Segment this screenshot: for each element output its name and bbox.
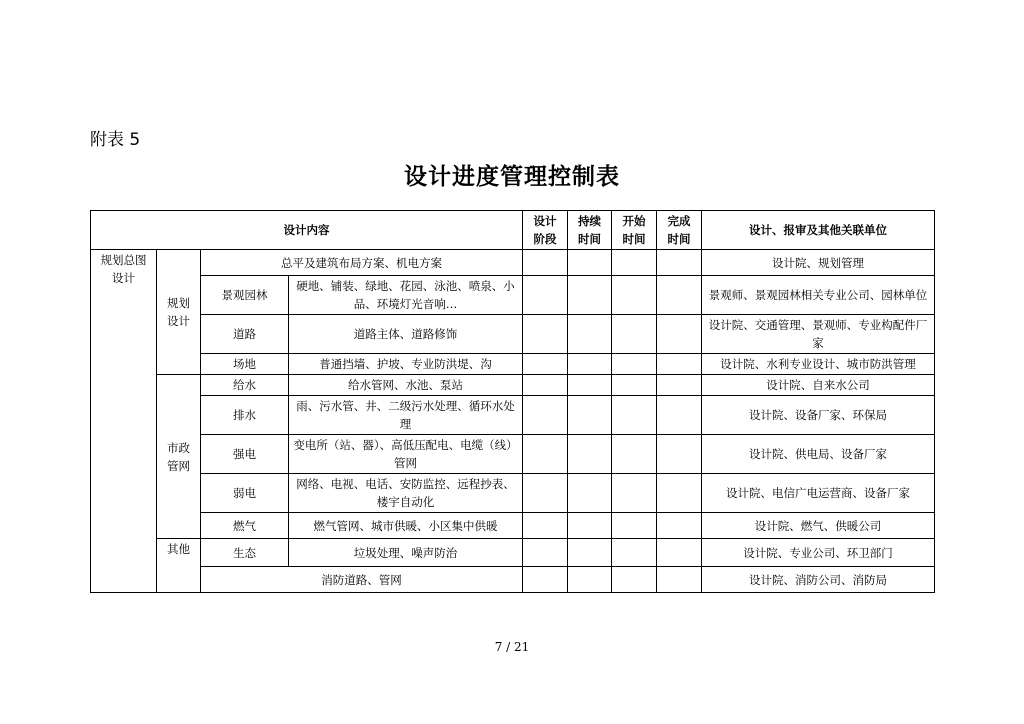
duration-cell [568, 276, 612, 315]
row-units: 景观师、景观园林相关专业公司、园林单位 [702, 276, 935, 315]
table-row [91, 315, 935, 354]
row-units: 设计院、设备厂家、环保局 [702, 396, 935, 435]
row-units: 设计院、燃气、供暖公司 [702, 513, 935, 539]
row-content: 总平及建筑布局方案、机电方案 [201, 250, 523, 276]
duration-cell [568, 396, 612, 435]
row-units: 设计院、规划管理 [702, 250, 935, 276]
duration-cell [568, 567, 612, 593]
appendix-label: 附表 5 [90, 130, 141, 150]
start-cell [612, 354, 657, 375]
finish-cell [657, 354, 702, 375]
page-title: 设计进度管理控制表 [404, 164, 620, 190]
row-item: 道路 [201, 315, 289, 354]
duration-cell [568, 474, 612, 513]
table-row [91, 250, 935, 276]
stage-cell [523, 354, 568, 375]
header-stage: 设计 阶段 [523, 211, 568, 250]
row-content: 垃圾处理、噪声防治 [289, 539, 523, 567]
stage-cell [523, 276, 568, 315]
finish-cell [657, 315, 702, 354]
row-item: 场地 [201, 354, 289, 375]
start-cell [612, 435, 657, 474]
row-content: 消防道路、管网 [201, 567, 523, 593]
row-content: 燃气管网、城市供暖、小区集中供暖 [289, 513, 523, 539]
header-duration: 持续 时间 [568, 211, 612, 250]
stage-cell [523, 567, 568, 593]
table-row [91, 396, 935, 435]
header-units: 设计、报审及其他关联单位 [702, 211, 935, 250]
start-cell [612, 276, 657, 315]
row-units: 设计院、电信广电运营商、设备厂家 [702, 474, 935, 513]
start-cell [612, 375, 657, 396]
table-row [91, 354, 935, 375]
table-row [91, 513, 935, 539]
finish-cell [657, 567, 702, 593]
row-content: 网络、电视、电话、安防监控、远程抄表、楼宇自动化 [289, 474, 523, 513]
row-content: 变电所（站、器）、高低压配电、电缆（线）管网 [289, 435, 523, 474]
start-cell [612, 250, 657, 276]
table-row [91, 435, 935, 474]
row-content: 道路主体、道路修饰 [289, 315, 523, 354]
stage-cell [523, 539, 568, 567]
row-item: 给水 [201, 375, 289, 396]
table-row [91, 375, 935, 396]
duration-cell [568, 354, 612, 375]
stage-cell [523, 435, 568, 474]
row-item: 景观园林 [201, 276, 289, 315]
group-main-label: 规划总图 设计 [91, 250, 157, 593]
start-cell [612, 567, 657, 593]
table-row [91, 276, 935, 315]
finish-cell [657, 276, 702, 315]
start-cell [612, 315, 657, 354]
finish-cell [657, 396, 702, 435]
page-number: 7 / 21 [494, 640, 530, 654]
progress-control-table [90, 210, 935, 593]
table-row [91, 567, 935, 593]
start-cell [612, 396, 657, 435]
row-content: 硬地、铺装、绿地、花园、泳池、喷泉、小品、环境灯光音响… [289, 276, 523, 315]
finish-cell [657, 375, 702, 396]
row-units: 设计院、专业公司、环卫部门 [702, 539, 935, 567]
finish-cell [657, 539, 702, 567]
table-row [91, 474, 935, 513]
finish-cell [657, 513, 702, 539]
stage-cell [523, 375, 568, 396]
duration-cell [568, 315, 612, 354]
start-cell [612, 539, 657, 567]
header-start: 开始 时间 [612, 211, 657, 250]
stage-cell [523, 474, 568, 513]
row-units: 设计院、消防公司、消防局 [702, 567, 935, 593]
stage-cell [523, 396, 568, 435]
start-cell [612, 474, 657, 513]
group-other-label: 其他 [157, 539, 201, 593]
stage-cell [523, 513, 568, 539]
row-content: 普通挡墙、护坡、专业防洪堤、沟 [289, 354, 523, 375]
header-content: 设计内容 [91, 211, 523, 250]
duration-cell [568, 250, 612, 276]
finish-cell [657, 474, 702, 513]
row-content: 雨、污水管、井、二级污水处理、循环水处理 [289, 396, 523, 435]
table-row [91, 539, 935, 567]
row-item: 排水 [201, 396, 289, 435]
row-units: 设计院、水利专业设计、城市防洪管理 [702, 354, 935, 375]
row-item: 燃气 [201, 513, 289, 539]
stage-cell [523, 250, 568, 276]
row-units: 设计院、供电局、设备厂家 [702, 435, 935, 474]
finish-cell [657, 250, 702, 276]
duration-cell [568, 435, 612, 474]
row-units: 设计院、自来水公司 [702, 375, 935, 396]
stage-cell [523, 315, 568, 354]
finish-cell [657, 435, 702, 474]
start-cell [612, 513, 657, 539]
header-finish: 完成 时间 [657, 211, 702, 250]
row-units: 设计院、交通管理、景观师、专业构配件厂家 [702, 315, 935, 354]
row-item: 弱电 [201, 474, 289, 513]
duration-cell [568, 539, 612, 567]
duration-cell [568, 513, 612, 539]
table-header-row [91, 211, 935, 250]
row-item: 强电 [201, 435, 289, 474]
row-item: 生态 [201, 539, 289, 567]
group-municipal-label: 市政 管网 [157, 375, 201, 539]
duration-cell [568, 375, 612, 396]
row-content: 给水管网、水池、泵站 [289, 375, 523, 396]
group-planning-label: 规划 设计 [157, 250, 201, 375]
